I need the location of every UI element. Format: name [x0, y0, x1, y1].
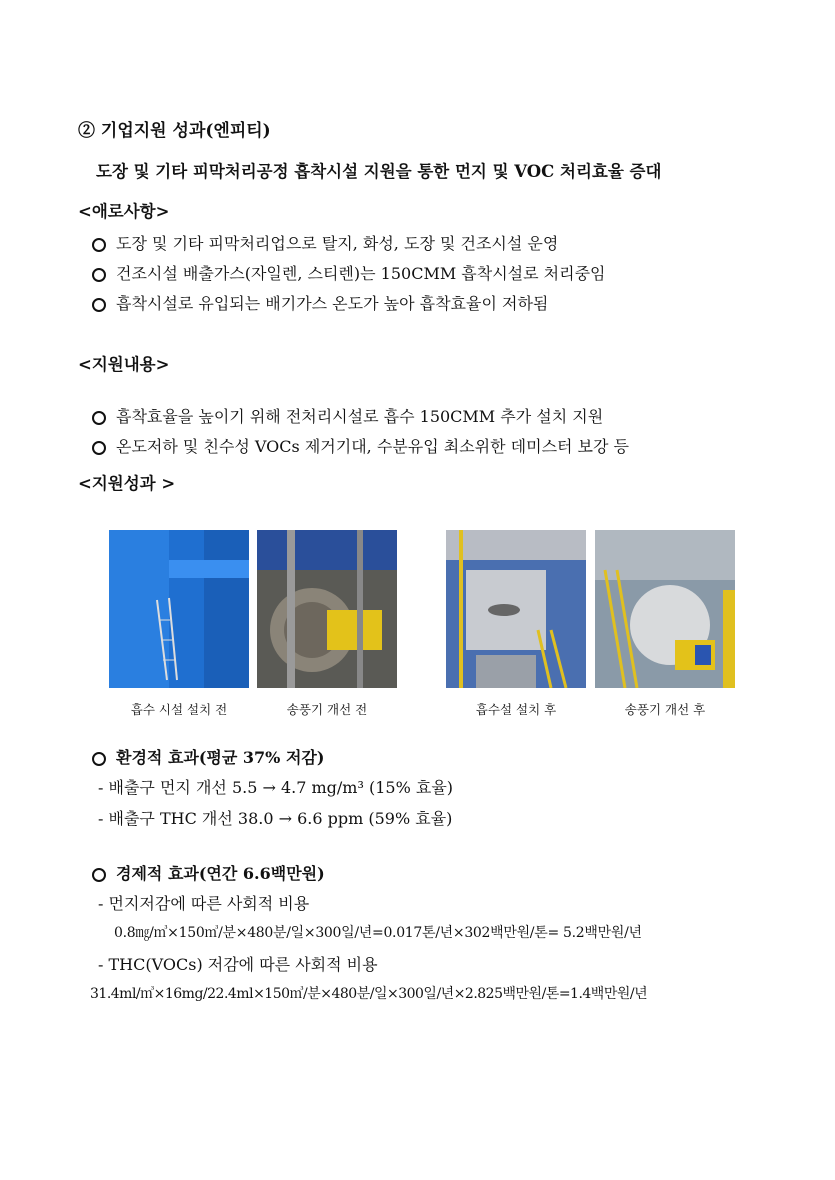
- economic-line: - THC(VOCs) 저감에 따른 사회적 비용: [98, 955, 378, 974]
- results-heading: <지원성과 >: [78, 474, 176, 493]
- environmental-heading: 환경적 효과(평균 37% 저감): [92, 745, 324, 768]
- support-item: 온도저하 및 친수성 VOCs 제거기대, 수분유입 최소위한 데미스터 보강 등: [92, 434, 629, 457]
- circle-bullet-icon: [92, 298, 106, 312]
- economic-line: - 먼지저감에 따른 사회적 비용: [98, 894, 310, 913]
- support-item: 흡착효율을 높이기 위해 전처리시설로 흡수 150CMM 추가 설치 지원: [92, 404, 603, 427]
- economic-formula: 31.4ml/㎥×16mg/22.4ml×150㎥/분×480분/일×300일/년×2.825백만원/톤=1.4백만원/년: [90, 986, 648, 1002]
- environmental-line: - 배출구 THC 개선 38.0 → 6.6 ppm (59% 효율): [98, 809, 453, 828]
- economic-formula: 0.8㎎/㎥×150㎥/분×480분/일×300일/년=0.017톤/년×302백만원/톤= 5.2백만원/년: [114, 925, 642, 941]
- difficulties-heading: <애로사항>: [78, 202, 170, 221]
- environmental-line: - 배출구 먼지 개선 5.5 → 4.7 mg/m³ (15% 효율): [98, 778, 454, 797]
- circle-bullet-icon: [92, 752, 106, 766]
- circle-bullet-icon: [92, 268, 106, 282]
- circle-bullet-icon: [92, 441, 106, 455]
- difficulty-item: 건조시설 배출가스(자일렌, 스티렌)는 150CMM 흡착시설로 처리중임: [92, 261, 606, 284]
- support-heading: <지원내용>: [78, 355, 170, 374]
- photo-caption: 흡수설 설치 후: [475, 702, 557, 717]
- photo-caption: 송풍기 개선 전: [286, 702, 368, 717]
- circle-bullet-icon: [92, 238, 106, 252]
- photo-absorber-before: [109, 530, 249, 688]
- photo-absorber-after: [446, 530, 586, 688]
- section-title: ② 기업지원 성과(엔피티): [78, 121, 271, 141]
- headline: 도장 및 기타 피막처리공정 흡착시설 지원을 통한 먼지 및 VOC 처리효율 증대: [96, 162, 662, 181]
- photo-caption: 흡수 시설 설치 전: [130, 702, 228, 717]
- photo-fan-after: [595, 530, 735, 688]
- economic-heading: 경제적 효과(연간 6.6백만원): [92, 861, 325, 884]
- circle-bullet-icon: [92, 868, 106, 882]
- difficulty-item: 도장 및 기타 피막처리업으로 탈지, 화성, 도장 및 건조시설 운영: [92, 231, 558, 254]
- photo-fan-before: [257, 530, 397, 688]
- photo-caption: 송풍기 개선 후: [624, 702, 706, 717]
- circle-bullet-icon: [92, 411, 106, 425]
- difficulty-item: 흡착시설로 유입되는 배기가스 온도가 높아 흡착효율이 저하됨: [92, 291, 548, 314]
